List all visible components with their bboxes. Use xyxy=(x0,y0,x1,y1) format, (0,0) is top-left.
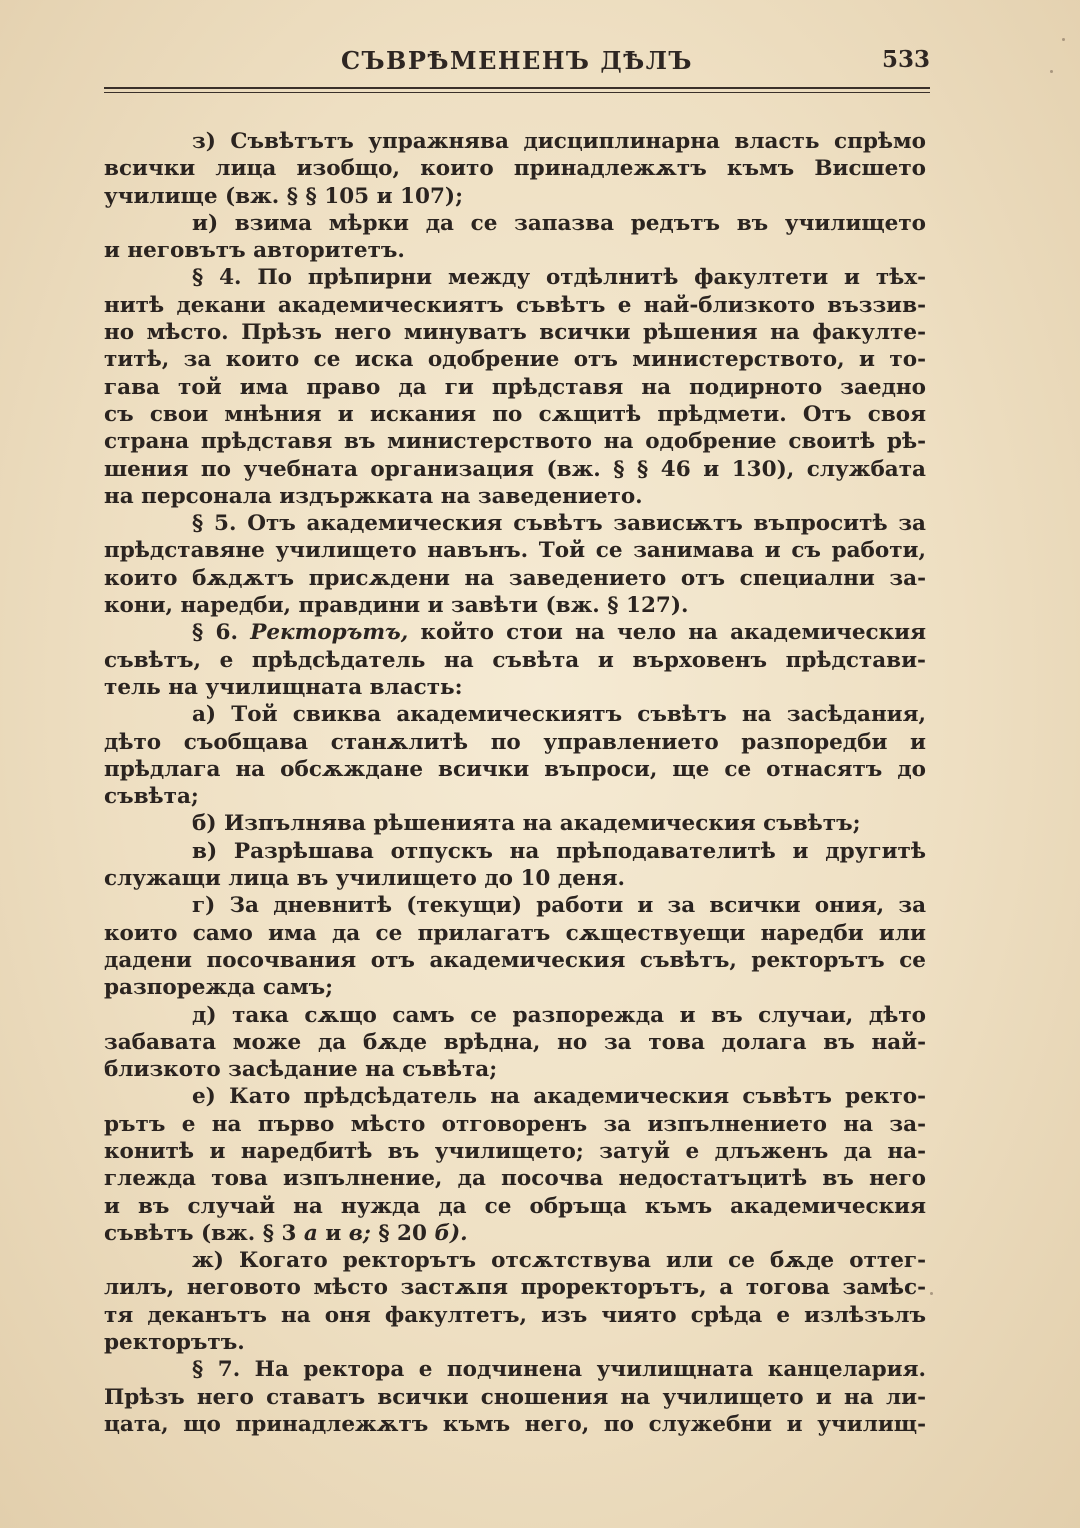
text-line: дадени посочвания отъ академическия съвѣтъ, ректорътъ се xyxy=(104,947,926,973)
text-line: които бѫдѫтъ присѫдени на заведението отъ специални за- xyxy=(104,565,926,591)
text-line: съвѣтъ (вж. § 3 а и в; § 20 б). xyxy=(104,1220,468,1246)
text-line: всички лица изобщо, които принадлежѫтъ къмъ Висшето xyxy=(104,156,926,182)
text-line: кони, наредби, правдини и завѣти (вж. § 127). xyxy=(104,593,689,619)
text-line: съ свои мнѣния и искания по сѫщитѣ прѣдмети. Отъ своя xyxy=(104,401,926,427)
text-line: но мѣсто. Прѣзъ него минуватъ всички рѣшения на факулте- xyxy=(104,320,926,346)
text-line: а) Той свиква академическиятъ съвѣтъ на засѣдания, xyxy=(192,702,926,728)
paper-speck xyxy=(1062,38,1065,41)
text-line: тя деканътъ на оня факултетъ, изъ чиято срѣда е излѣзълъ xyxy=(104,1302,926,1328)
text-line: з) Съвѣтътъ упражнява дисциплинарна власть спрѣмо xyxy=(192,129,926,154)
page-header xyxy=(104,42,930,82)
text-line: училище (вж. § § 105 и 107); xyxy=(104,183,464,209)
page-number: 533 xyxy=(881,46,930,73)
header-rule-thin xyxy=(104,92,930,93)
text-line: глежда това изпълнение, да посочва недостатъцитѣ въ него xyxy=(104,1166,926,1192)
text-line: цата, що принадлежѫтъ къмъ него, по служебни и училищ- xyxy=(104,1411,926,1437)
text-line: конитѣ и наредбитѣ въ училището; затуй е длъженъ да на- xyxy=(104,1138,926,1164)
header-rule xyxy=(104,87,930,89)
text-line: които само има да се прилагатъ сѫществуещи наредби или xyxy=(104,920,926,946)
text-line: Прѣзъ него ставатъ всички сношения на училището и на ли- xyxy=(104,1384,926,1410)
text-line: близкото засѣдание на съвѣта; xyxy=(104,1057,498,1083)
text-line: служащи лица въ училището до 10 деня. xyxy=(104,866,625,892)
text-line: и) взима мѣрки да се запазва редътъ въ училището xyxy=(192,210,926,236)
text-line: лилъ, неговото мѣсто застѫпя проректорътъ, а тогова замѣс- xyxy=(104,1275,926,1301)
text-line: § 7. На ректора е подчинена училищната канцелария. xyxy=(192,1357,926,1383)
text-line: съвѣта; xyxy=(104,784,199,810)
text-line: прѣдлага на обсѫждане всички въпроси, ще се отнасятъ до xyxy=(104,756,926,782)
text-line: разпорежда самъ; xyxy=(104,975,334,1001)
text-line: § 5. Отъ академическия съвѣтъ зависѭтъ въпроситѣ за xyxy=(192,511,926,537)
text-line: ректорътъ. xyxy=(104,1330,245,1356)
text-line: е) Като прѣдсѣдатель на академическия съвѣтъ ректо- xyxy=(192,1084,926,1110)
text-line: страна прѣдставя въ министерството на одобрение своитѣ рѣ- xyxy=(104,429,926,455)
text-line: § 6. Ректорътъ, който стои на чело на академическия xyxy=(192,620,926,646)
running-title: СЪВРѢМЕНЕНЪ ДѢЛЪ xyxy=(341,46,693,75)
text-line: г) За дневнитѣ (текущи) работи и за всички ония, за xyxy=(192,893,926,919)
text-line: нитѣ декани академическиятъ съвѣтъ е най-близкото въззив- xyxy=(104,292,926,318)
paper-speck xyxy=(930,1292,933,1295)
text-line: в) Разрѣшава отпускъ на прѣподавателитѣ и другитѣ xyxy=(192,838,926,864)
text-line: и въ случай на нужда да се обръща къмъ академическия xyxy=(104,1193,926,1219)
text-line: забавата може да бѫде врѣдна, но за това долага въ най- xyxy=(104,1029,926,1055)
text-line: ж) Когато ректорътъ отсѫтствува или се бѫде оттег- xyxy=(192,1248,926,1274)
text-line: д) така сѫщо самъ се разпорежда и въ случаи, дѣто xyxy=(192,1002,926,1028)
text-line: тель на училищната власть: xyxy=(104,674,463,700)
text-line: гава той има право да ги прѣдставя на подирното заедно xyxy=(104,374,926,400)
paper-speck xyxy=(1050,70,1053,73)
text-line: и неговътъ авторитетъ. xyxy=(104,238,405,264)
text-line: б) Изпълнява рѣшенията на академическия съвѣтъ; xyxy=(192,811,861,837)
text-line: § 4. По прѣпирни между отдѣлнитѣ факултети и тѣх- xyxy=(192,265,926,291)
text-line: съвѣтъ, е прѣдсѣдатель на съвѣта и върховенъ прѣдстави- xyxy=(104,647,926,673)
text-line: титѣ, за които се иска одобрение отъ министерството, и то- xyxy=(104,347,926,373)
text-line: шения по учебната организация (вж. § § 46 и 130), службата xyxy=(104,456,926,482)
text-line: дѣто съобщава станѫлитѣ по управлението разпоредби и xyxy=(104,729,926,755)
text-line: прѣдставяне училището навънъ. Той се занимава и съ работи, xyxy=(104,538,926,564)
text-line: на персонала издържката на заведението. xyxy=(104,483,643,509)
body-text xyxy=(104,128,926,1438)
text-line: рътъ е на първо мѣсто отговоренъ за изпълнението на за- xyxy=(104,1111,926,1137)
